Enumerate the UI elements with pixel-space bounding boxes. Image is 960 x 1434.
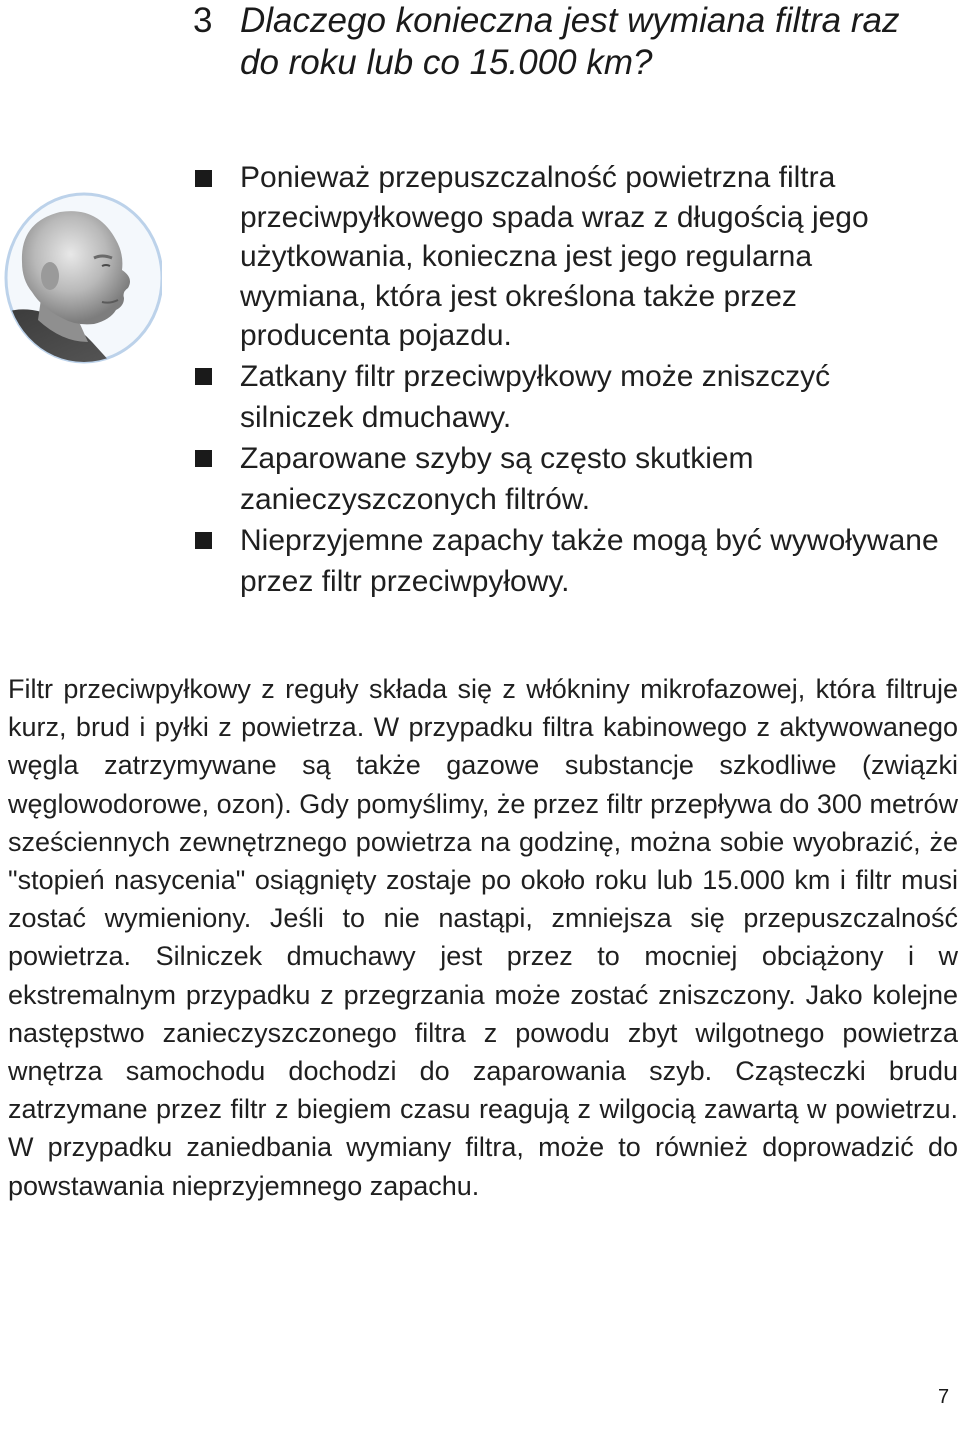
list-item <box>193 356 943 438</box>
list-item-text: Zatkany filtr przeciwpyłkowy może zniszczyć silniczek dmuchawy. <box>240 359 831 434</box>
list-item-text: Ponieważ przepuszczalność powietrzna filtra przeciwpyłkowego spada wraz z długością jego użytkowania, konieczna jest jego regularna wymiana, która jest określona także przez producenta pojazdu. <box>240 161 869 352</box>
reasons-list <box>193 158 943 602</box>
list-item-text: Zaparowane szyby są często skutkiem zanieczyszczonych filtrów. <box>240 441 754 516</box>
square-bullet-icon <box>195 532 212 549</box>
section-title: Dlaczego konieczna jest wymiana filtra raz do roku lub co 15.000 km? <box>240 1 900 82</box>
list-item <box>193 438 943 520</box>
page-number: 7 <box>938 1386 950 1408</box>
square-bullet-icon <box>195 450 212 467</box>
section-heading <box>193 0 933 84</box>
square-bullet-icon <box>195 368 212 385</box>
portrait-illustration <box>2 192 162 364</box>
list-item <box>193 520 943 602</box>
section-number: 3 <box>193 1 213 40</box>
author-portrait <box>2 192 162 364</box>
square-bullet-icon <box>195 170 212 187</box>
list-item-text: Nieprzyjemne zapachy także mogą być wywoływane przez filtr przeciwpyłowy. <box>240 523 939 598</box>
body-paragraph: Filtr przeciwpyłkowy z reguły składa się z włókniny mikrofazowej, która filtruje kurz, brud i pyłki z powietrza. W przypadku filtra kabinowego z aktywowanego węgla zatrzymywane są także gazowe substancje szkodliwe (związki węglowodorowe, ozon). Gdy pomyślimy, że przez filtr przepływa do 300 metrów sześciennych zewnętrznego powietrza na godzinę, można sobie wyobrazić, że "stopień nasycenia" osiągnięty zostaje po około roku lub 15.000 km i filtr musi zostać wymieniony. Jeśli to nie nastąpi, zmniejsza się przepuszczalność powietrza. Silniczek dmuchawy jest przez to mocniej obciążony i w ekstremalnym przypadku z przegrzania może zostać zniszczony. Jako kolejne następstwo zanieczyszczonego filtra z powodu zbyt wilgotnego powietrza wnętrza samochodu dochodzi do zaparowania szyb. Cząsteczki brudu zatrzymane przez filtr z biegiem czasu reagują z wilgocią zawartą w powietrzu. W przypadku zaniedbania wymiany filtra, może to również doprowadzić do powstawania nieprzyjemnego zapachu. <box>8 674 958 1201</box>
list-item <box>193 158 943 356</box>
